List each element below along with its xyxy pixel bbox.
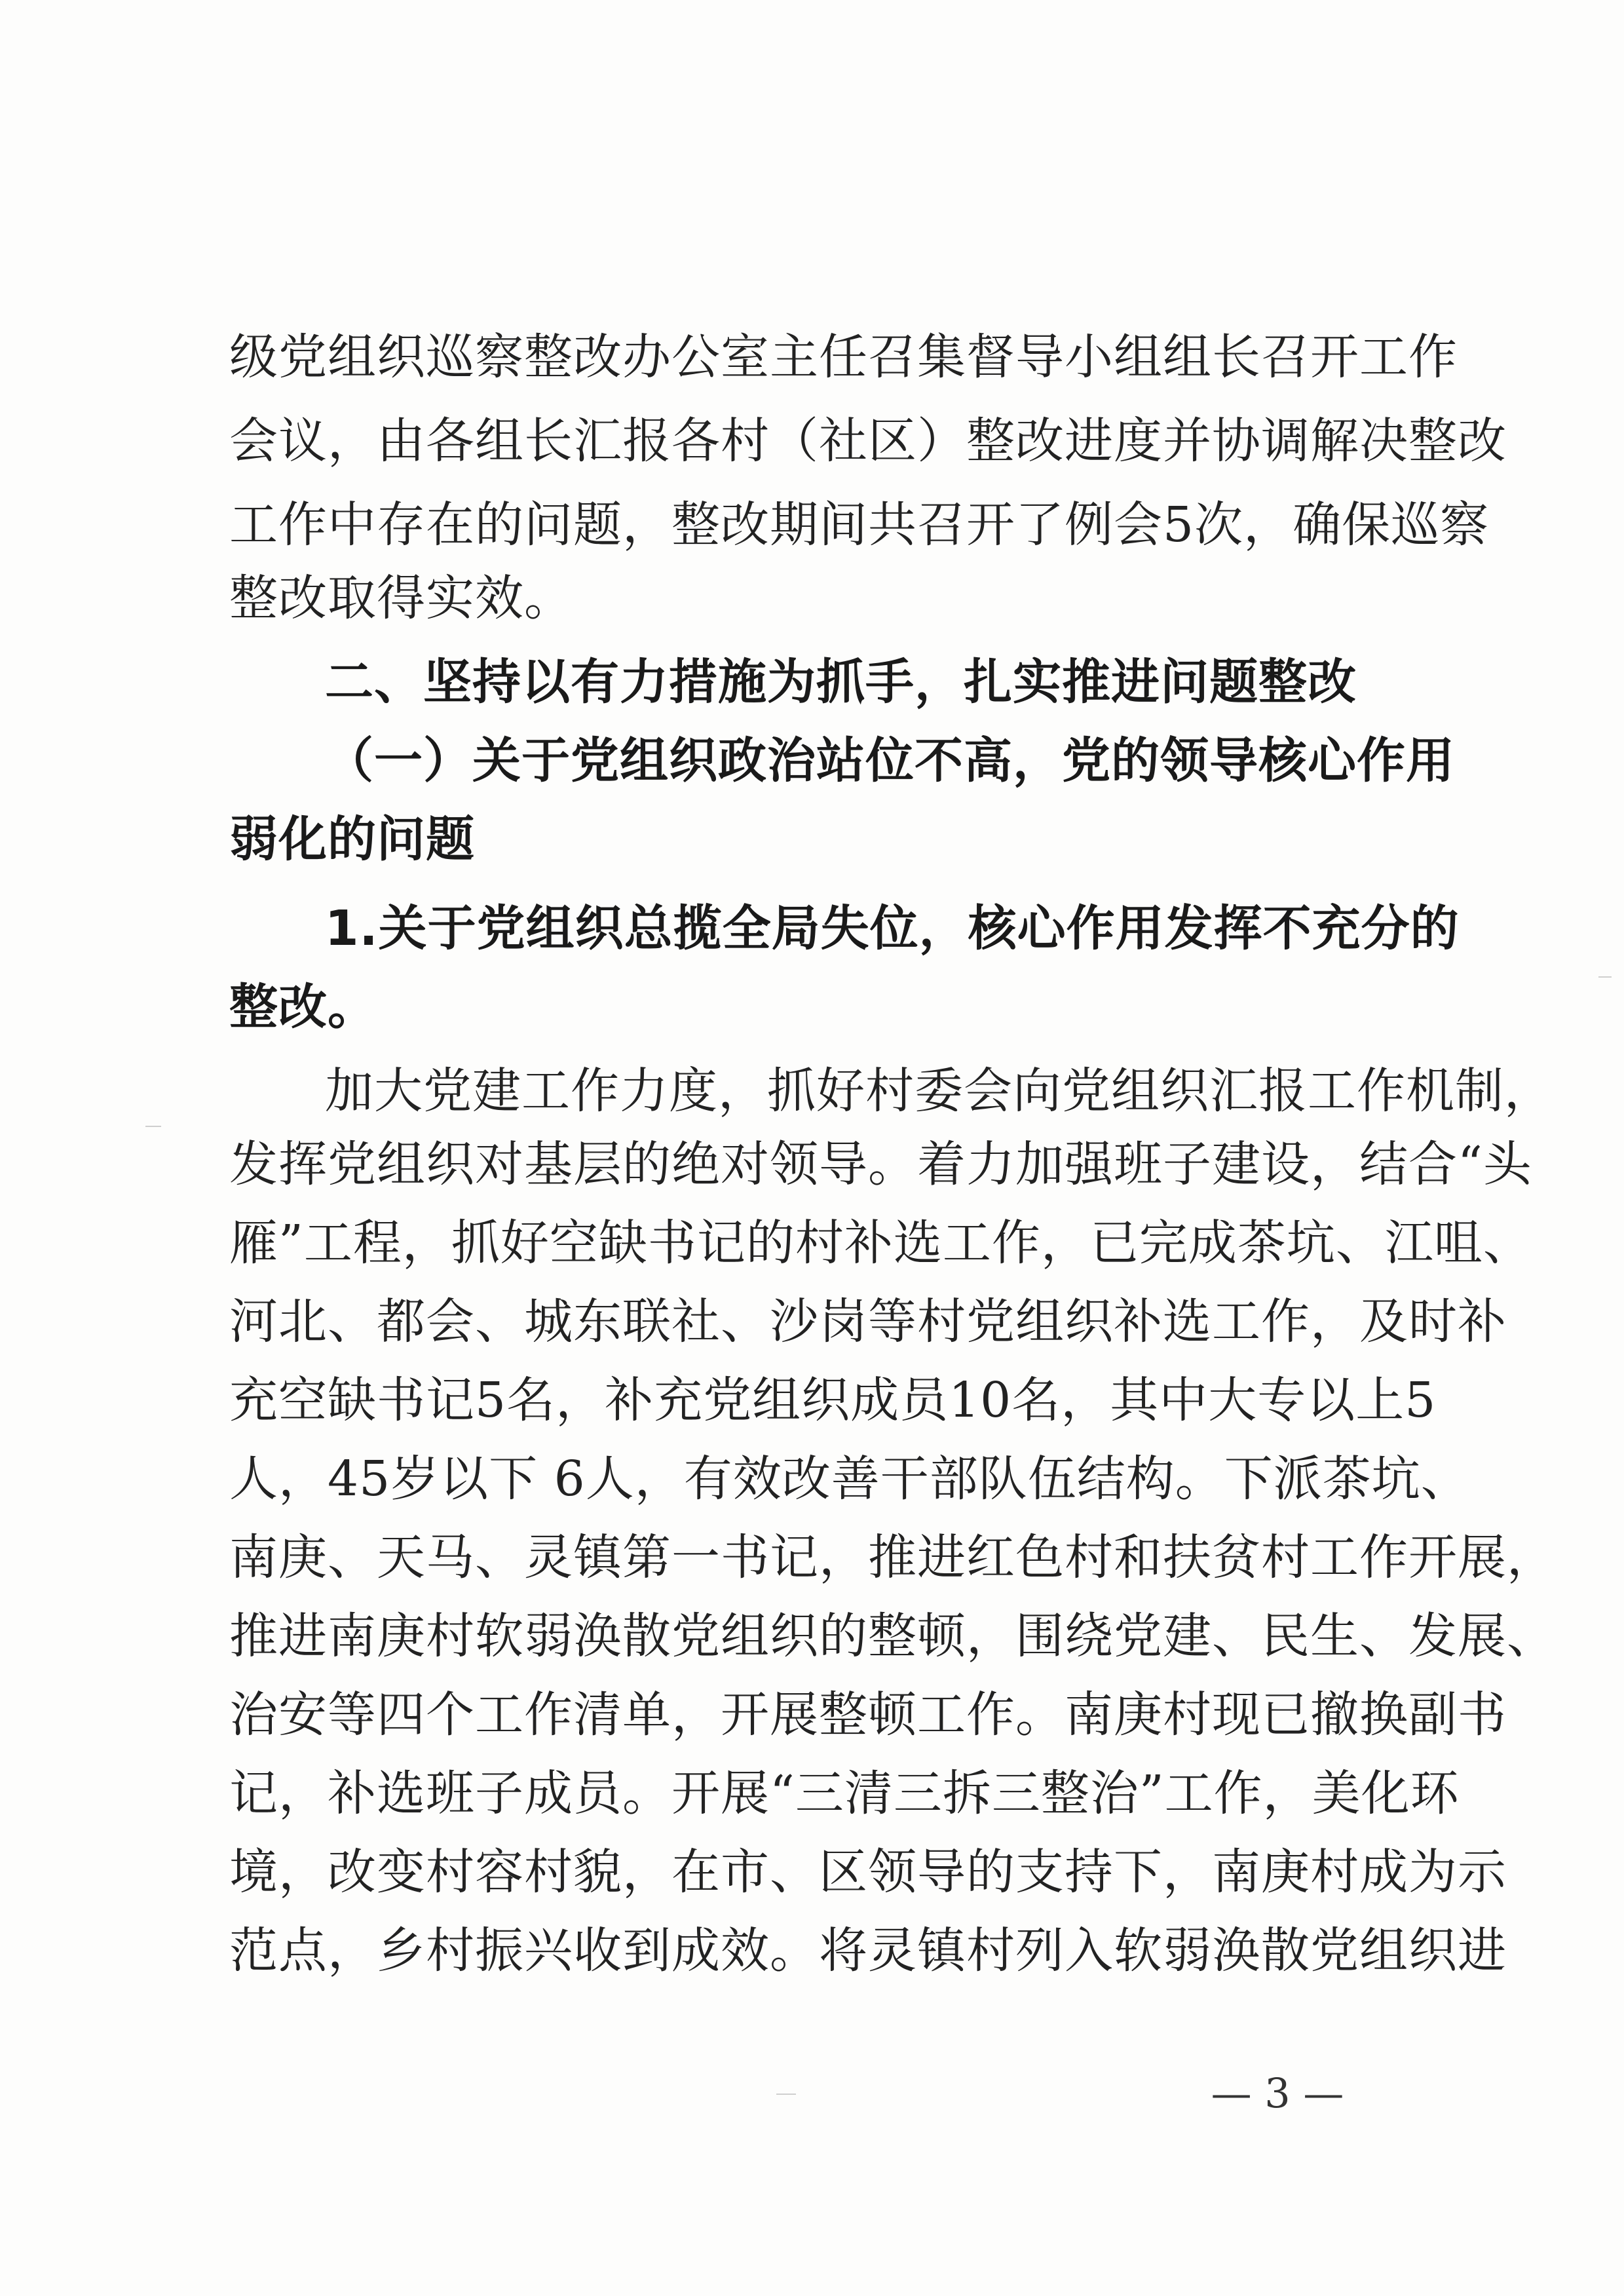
body-text-line: 整改取得实效。 [229, 570, 573, 626]
section-heading: 二、坚持以有力措施为抓手，扎实推进问题整改 [325, 654, 1357, 710]
body-text-line: 工作中存在的问题，整改期间共召开了例会5次，确保巡察 [229, 497, 1490, 553]
scan-speck [776, 2094, 796, 2095]
body-text-line: 境，改变村容村貌，在市、区领导的支持下，南庚村成为示 [229, 1844, 1507, 1900]
subsection-heading: （一）关于党组织政治站位不高，党的领导核心作用 [325, 733, 1455, 789]
body-text-line: 治安等四个工作清单，开展整顿工作。南庚村现已撤换副书 [229, 1687, 1507, 1743]
body-text-line: 河北、都会、城东联社、沙岗等村党组织补选工作，及时补 [229, 1293, 1507, 1350]
body-text-line: 范点，乡村振兴收到成效。将灵镇村列入软弱涣散党组织进 [229, 1923, 1507, 1979]
body-text-line: 雁”工程，抓好空缺书记的村补选工作，已完成茶坑、江咀、 [229, 1215, 1532, 1271]
body-text-line: 人，45岁以下 6人，有效改善干部队伍结构。下派茶坑、 [229, 1451, 1470, 1507]
scan-speck [145, 1126, 161, 1127]
scan-speck [1598, 976, 1612, 978]
body-text-line: 级党组织巡察整改办公室主任召集督导小组组长召开工作 [229, 329, 1458, 385]
body-text-line: 南庚、天马、灵镇第一书记，推进红色村和扶贫村工作开展， [229, 1529, 1556, 1586]
body-text-line: 加大党建工作力度，抓好村委会向党组织汇报工作机制， [325, 1063, 1553, 1119]
body-text-line: 充空缺书记5名，补充党组织成员10名，其中大专以上5 [229, 1372, 1437, 1428]
body-text-line: 会议，由各组长汇报各村（社区）整改进度并协调解决整改 [229, 413, 1507, 469]
body-text-line: 记，补选班子成员。开展“三清三拆三整治”工作，美化环 [229, 1765, 1460, 1822]
body-text-line: 发挥党组织对基层的绝对领导。着力加强班子建设，结合“头 [229, 1136, 1532, 1193]
item-heading: 1.关于党组织总揽全局失位，核心作用发挥不充分的 [325, 900, 1460, 957]
subsection-heading-continued: 弱化的问题 [229, 811, 475, 868]
page-number: — 3 — [1211, 2069, 1344, 2117]
body-text-line: 推进南庚村软弱涣散党组织的整顿，围绕党建、民生、发展、 [229, 1608, 1556, 1664]
item-heading-continued: 整改。 [229, 979, 377, 1035]
